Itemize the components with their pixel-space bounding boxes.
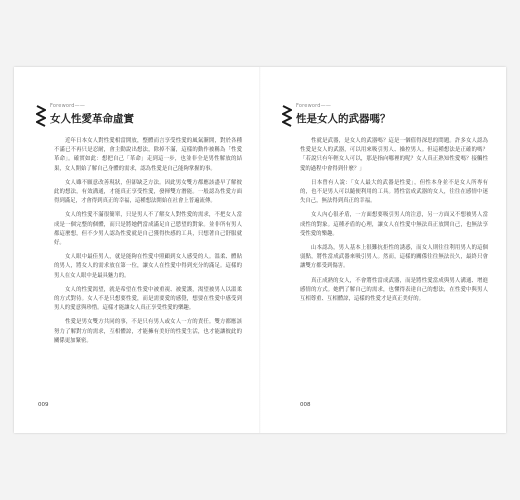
paragraph: 女人內心很矛盾，一方面想要吸引男人的注意，另一方面又不想被男人當成性的對象。這種矛盾的心理，讓女人在性愛中無法真正放開自己，也無法享受性愛的樂趣。 xyxy=(300,212,488,237)
foreword-label: Foreword—— xyxy=(296,103,332,109)
left-page xyxy=(14,67,260,433)
paragraph: 山本認為，男人基本上很難抗拒性的誘惑，而女人則往往利用男人的這個弱點，將性當成武器來吸引男人。然而，這樣的關係往往無法長久，最終只會讓雙方都受到傷害。 xyxy=(300,245,488,270)
right-page xyxy=(260,67,506,433)
chapter-header xyxy=(282,103,492,129)
paragraph: 日本曾有人說：「女人最大的武器是性愛」，但性本身並不是女人所專有的，也不是男人可以隨便利用的工具。將性當成武器的女人，往往在感情中迷失自己，無法得到真正的幸福。 xyxy=(300,179,488,205)
paragraph: 近年日本女人對性愛相當開放，整體而言享受性愛的風氣漸開，對於各種不滿已不再只是忍耐，會主動說出想法，除掉不滿，這樣的動作被稱為「性愛革命」。確實如此：想把自己「革命」走到這一步，也並非全是男性解放的結果，女人開始了解自己身體的需求，認為性愛是自己能夠掌握的事。 xyxy=(54,138,242,172)
zigzag-ornament-icon xyxy=(36,105,46,127)
zigzag-ornament-icon xyxy=(282,105,292,127)
page-number: 008 xyxy=(300,402,311,408)
paragraph: 性愛是男女雙方共同的事，不是只有男人或女人一方的責任。雙方都應該努力了解對方的需求，互相體諒，才能擁有美好的性愛生活，也才能讓彼此的關係更加緊密。 xyxy=(54,319,242,344)
chapter-title: 女人性愛革命虛實 xyxy=(50,113,134,125)
page-number: 009 xyxy=(38,402,49,408)
foreword-label: Foreword—— xyxy=(50,103,86,109)
paragraph: 真正成熟的女人，不會將性當成武器，而是將性愛當成與男人溝通、增進感情的方式。她們了解自己的需求，也懂得表達自己的想法，在性愛中與男人互相尊重、互相體諒，這樣的性愛才是真正美好的。 xyxy=(300,277,488,303)
paragraph: 女人的性愛渴望，就是希望在性愛中被重視、被愛護，渴望被男人以溫柔的方式對待。女人不是只想要性愛，而是需要愛的感覺，想要在性愛中感受到男人的愛意與珍惜。這樣才能讓女人真正享受性愛的樂趣。 xyxy=(54,286,242,312)
body-text xyxy=(54,137,242,351)
book-spread xyxy=(14,67,506,433)
paragraph: 女人雖不願意改善現狀，但卻缺乏方法。因此男女雙方都應該盡早了解彼此的想法，有效溝通，才能真正享受性愛，發揮雙方潛能。一般認為性愛方面得到滿足，才會得到真正的幸福，這種想法開始在社會上普遍流傳。 xyxy=(54,179,242,205)
body-text xyxy=(300,137,488,309)
paragraph: 性就是武器，是女人的武器嗎？這是一個值得深思的問題。許多女人認為性愛是女人的武器，可以用來吸引男人、操控男人。但這種想法是正確的嗎？「若說只有年輕女人可以，那是指向哪裡的呢？女人真正熟知性愛嗎？接觸性愛的過程中會得到什麼？」 xyxy=(300,138,488,172)
chapter-header xyxy=(36,103,246,129)
paragraph: 女人的性愛不滿很簡單，只是男人不了解女人對性愛的需求，不把女人當成是一個完整的個體，而只是將她們當成滿足自己慾望的對象。並非所有男人都這麼想，但不少男人認為性愛就是自己獲得快感的工具，只想著自己舒服就好。 xyxy=(54,212,242,247)
paragraph: 女人眼中最佳男人，就是能夠在性愛中照顧到女人感受的人。溫柔、體貼的男人，將女人的需求放在第一位，讓女人在性愛中得到充分的滿足。這樣的男人在女人眼中是最具魅力的。 xyxy=(54,254,242,279)
chapter-title: 性是女人的武器嗎？ xyxy=(296,113,391,125)
